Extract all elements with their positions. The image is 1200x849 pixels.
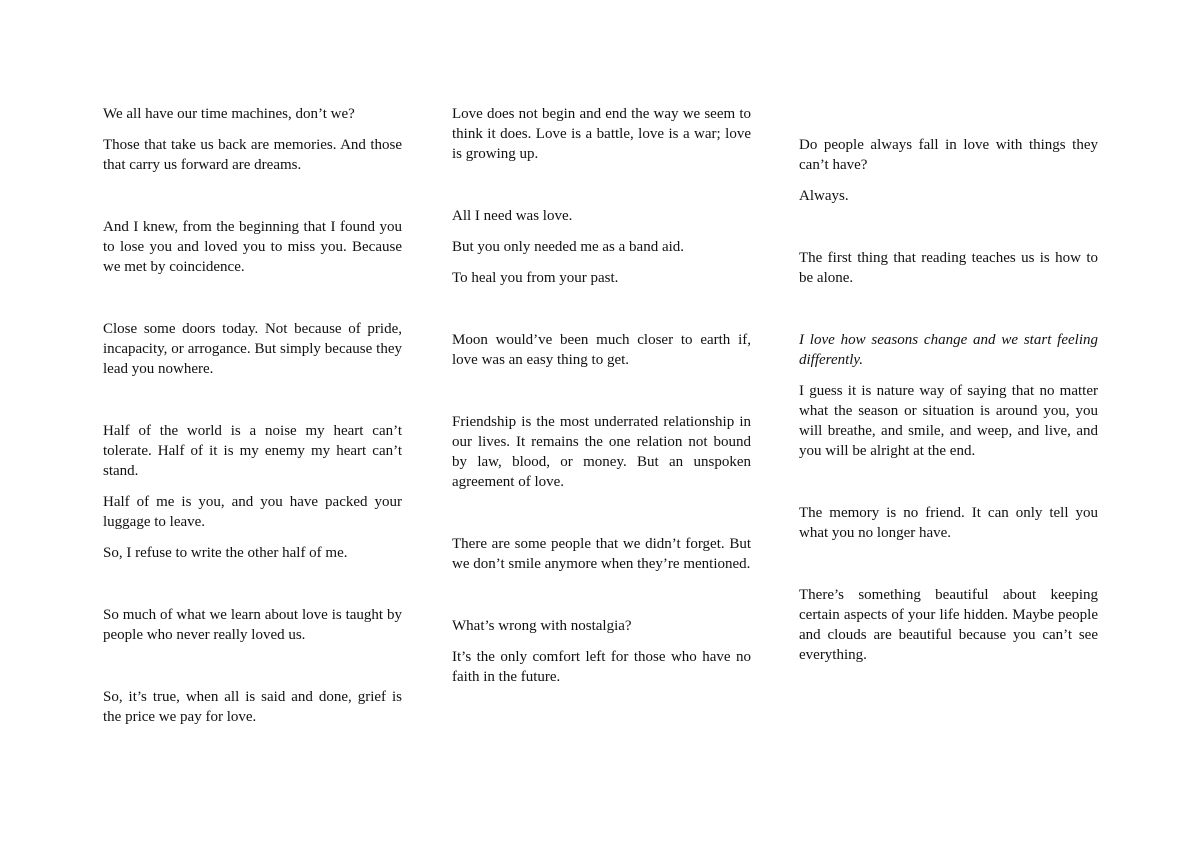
- quote-paragraph: But you only needed me as a band aid.: [452, 239, 685, 255]
- quote-paragraph: So, it’s true, when all is said and done, grief is the price we pay for love.: [103, 689, 402, 725]
- quote-paragraph: So much of what we learn about love is taught by people who never really loved us.: [103, 607, 402, 643]
- quote-paragraph: Half of me is you, and you have packed your luggage to leave.: [103, 494, 402, 530]
- quote-paragraph: Half of the world is a noise my heart can’t tolerate. Half of it is my enemy my heart can’t stand.: [103, 423, 402, 479]
- quote-paragraph: It’s the only comfort left for those who have no faith in the future.: [452, 649, 751, 685]
- quote-paragraph: To heal you from your past.: [452, 270, 619, 286]
- quote-paragraph: Those that take us back are memories. And those that carry us forward are dreams.: [103, 137, 402, 173]
- quote-paragraph: There are some people that we didn’t forget. But we don’t smile anymore when they’re mentioned.: [452, 536, 751, 572]
- quote-paragraph: So, I refuse to write the other half of me.: [103, 545, 348, 561]
- quote-paragraph: Do people always fall in love with things they can’t have?: [799, 137, 1098, 173]
- quote-paragraph: Moon would’ve been much closer to earth if, love was an easy thing to get.: [452, 332, 751, 368]
- quote-paragraph: Always.: [799, 188, 849, 204]
- quote-paragraph: I guess it is nature way of saying that no matter what the season or situation is around you, you will breathe, and smile, and weep, and live, and you will be alright at the end.: [799, 383, 1098, 459]
- quote-paragraph: Close some doors today. Not because of pride, incapacity, or arrogance. But simply because they lead you nowhere.: [103, 321, 402, 377]
- quote-paragraph: All I need was love.: [452, 208, 573, 224]
- quote-paragraph: We all have our time machines, don’t we?: [103, 106, 355, 122]
- quote-paragraph: And I knew, from the beginning that I found you to lose you and loved you to miss you. Because we met by coincidence.: [103, 219, 402, 275]
- quote-column-1: [103, 104, 402, 727]
- quote-paragraph-italic: I love how seasons change and we start feeling differently.: [799, 332, 1098, 368]
- quote-column-2: [452, 104, 751, 687]
- quote-paragraph: Love does not begin and end the way we seem to think it does. Love is a battle, love is a war; love is growing up.: [452, 106, 751, 162]
- quote-paragraph: Friendship is the most underrated relationship in our lives. It remains the one relation not bound by law, blood, or money. But an unspoken agreement of love.: [452, 414, 751, 490]
- quote-paragraph: The memory is no friend. It can only tell you what you no longer have.: [799, 505, 1098, 541]
- quote-column-3: [799, 135, 1098, 665]
- quote-paragraph: There’s something beautiful about keeping certain aspects of your life hidden. Maybe people and clouds are beautiful because you can’t see everything.: [799, 587, 1098, 663]
- quote-paragraph: What’s wrong with nostalgia?: [452, 618, 632, 634]
- quote-paragraph: The first thing that reading teaches us is how to be alone.: [799, 250, 1098, 286]
